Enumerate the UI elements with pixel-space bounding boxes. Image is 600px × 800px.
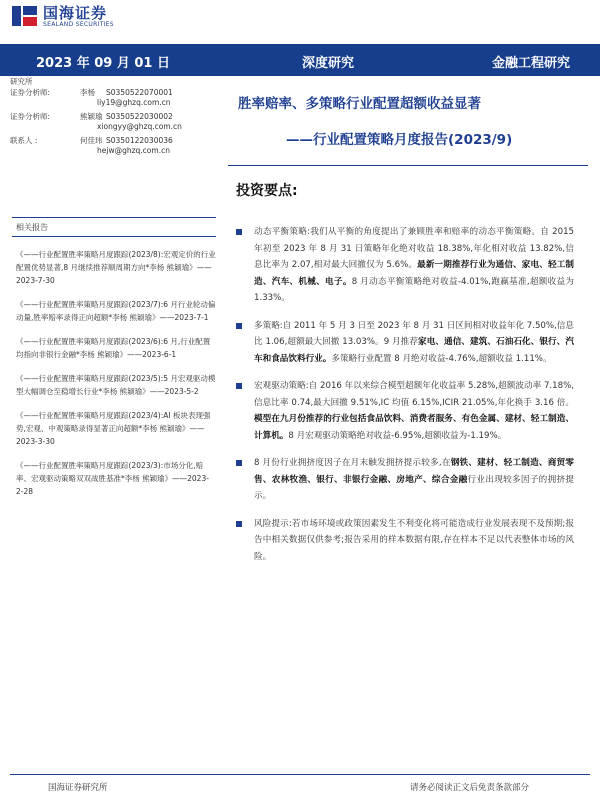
key-point: 8 月份行业拥挤度因子在月末触发拥挤提示较多,在钢铁、建材、轻工制造、商贸零售、农林牧渔、银行、非银行金融、房地产、综合金融行业出现较多因子的拥挤提示。 (234, 455, 574, 505)
analyst-row: 证券分析师: 熊颖瑜 S0350522030002 (10, 112, 173, 121)
related-reports (12, 217, 216, 498)
analyst-email[interactable]: hejw@ghzq.com.cn (97, 146, 170, 155)
report-title: 胜率赔率、多策略行业配置超额收益显著 (238, 96, 481, 112)
report-type: 深度研究 (302, 56, 355, 71)
analyst-email[interactable]: xiongyy@ghzq.com.cn (97, 122, 182, 131)
related-report-item[interactable]: 《——行业配置胜率策略月度跟踪(2023/4):AI 板块表现强势,宏观、中观策略录得显著正向超额*李杨 熊颖瑜》——2023-3-30 (16, 411, 211, 446)
analyst-heading: 研究所 (10, 77, 33, 86)
related-report-item[interactable]: 《——行业配置胜率策略月度跟踪(2023/6):6 月,行业配置均指向非银行金融*李杨 熊颖瑜》——2023-6-1 (16, 337, 211, 359)
logo-english-name: SEALAND SECURITIES (43, 20, 114, 28)
analyst-block (10, 77, 220, 156)
analyst-row: 联系人 : 何佳玮 S0350122030036 (10, 136, 173, 145)
header-bar (0, 44, 600, 76)
related-report-item[interactable]: 《——行业配置胜率策略月度跟踪(2023/8):宏观定价的行业配置优势显著,8 月继续推荐顺周期方向*李杨 熊颖瑜》——2023-7-30 (16, 250, 216, 285)
analyst-row: 证券分析师: 李杨 S0350522070001 (10, 88, 173, 97)
key-points (234, 224, 574, 576)
related-report-item[interactable]: 《——行业配置胜率策略月度跟踪(2023/7):6 月行业轮动偏动量,胜率赔率录得正向超额*李杨 熊颖瑜》——2023-7-1 (16, 300, 216, 322)
analyst-name: 熊颖瑜 (80, 112, 103, 121)
analyst-cert: S0350522030002 (106, 112, 173, 121)
footer-institute: 国海证券研究所 (48, 783, 108, 793)
report-subtitle: ——行业配置策略月度报告(2023/9) (286, 132, 513, 148)
title-divider (228, 165, 588, 166)
key-point: 多策略:自 2011 年 5 月 3 日至 2023 年 8 月 31 日区间相对收益年化 7.50%,信息比 1.06,超额最大回撤 13.03%。9 月推荐家电、通信、建筑、石油石化、银行、汽车和食品饮料行业。多策略行业配置 8 月绝对收益-4.76%,超额收益 1.11%。 (234, 318, 574, 368)
related-reports-heading: 相关报告 (12, 217, 216, 237)
report-date: 2023 年 09 月 01 日 (36, 56, 170, 71)
section-heading: 投资要点: (236, 183, 298, 199)
analyst-cert: S0350122030036 (106, 136, 173, 145)
analyst-name: 何佳玮 (80, 136, 103, 145)
analyst-cert: S0350522070001 (106, 88, 173, 97)
related-report-item[interactable]: 《——行业配置胜率策略月度跟踪(2023/3):市场分化,赔率、宏观驱动策略双双战胜基准*李杨 熊颖瑜》——2023-2-28 (16, 461, 209, 496)
related-report-item[interactable]: 《——行业配置胜率策略月度跟踪(2023/5):5 月宏观驱动模型大幅调仓至稳增长行业*李杨 熊颖瑜》——2023-5-2 (16, 374, 216, 396)
logo-chinese-name: 国海证券 (43, 3, 108, 22)
logo-mark-icon (12, 4, 38, 28)
key-point: 宏观驱动策略:自 2016 年以来综合模型超额年化收益率 5.28%,超额波动率 7.18%,信息比率 0.74,最大回撤 9.51%,IC 均值 6.15%,ICIR 21.05%,年化换手 3.16 倍。模型在九月份推荐的行业包括食品饮料、消费者服务、有色金属、建材、轻工制造、计算机。8 月宏观驱动策略绝对收益-6.95%,超额收益为-1.19%。 (234, 378, 574, 444)
risk-warning: 风险提示:若市场环境或政策因素发生不利变化将可能造成行业发展表现不及预期;报告中相关数据仅供参考;报告采用的样本数据有限,存在样本不足以代表整体市场的风险。 (234, 516, 574, 566)
footer-divider (10, 774, 590, 775)
company-logo (12, 4, 114, 28)
footer-disclaimer: 请务必阅读正文后免责条款部分 (410, 783, 530, 793)
analyst-email[interactable]: liy19@ghzq.com.cn (97, 98, 171, 107)
key-point: 动态平衡策略:我们从平衡的角度提出了兼顾胜率和赔率的动态平衡策略。自 2015 年初至 2023 年 8 月 31 日策略年化绝对收益 18.38%,年化相对收益 13.82%,信息比率为 2.07,相对最大回撤仅为 5.6%。最新一期推荐行业为通信、家电、轻工制造、汽车、机械、电子。8 月动态平衡策略绝对收益-4.01%,跑赢基准,超额收益为 1.33%。 (234, 224, 574, 307)
report-category: 金融工程研究 (492, 56, 571, 71)
analyst-name: 李杨 (80, 88, 95, 97)
